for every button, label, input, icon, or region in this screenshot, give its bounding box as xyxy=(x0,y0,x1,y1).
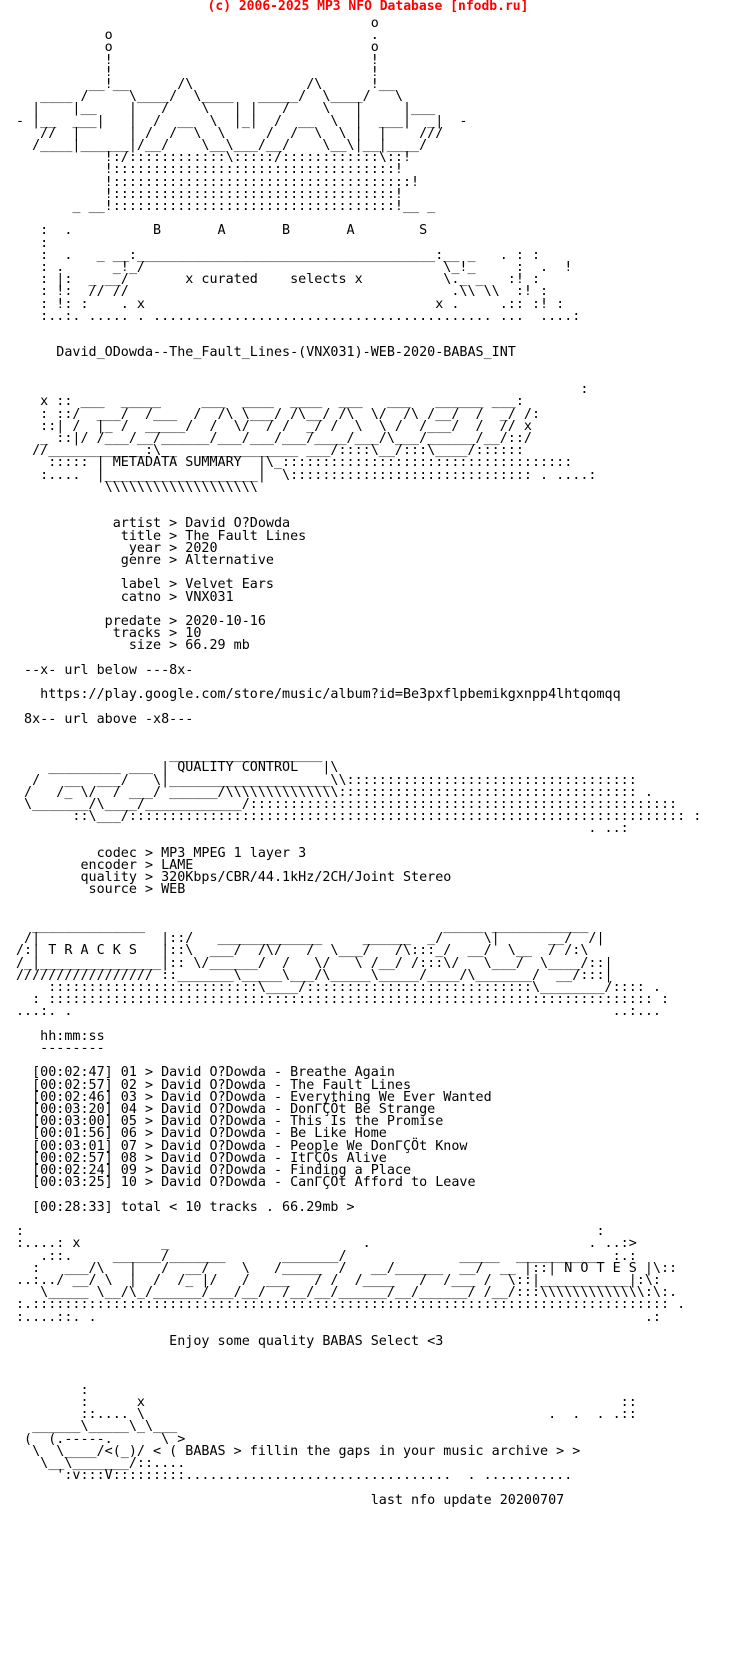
copyright-header: (c) 2006-2025 MP3 NFO Database [nfodb.ru] xyxy=(207,0,529,14)
nfo-text-body: o o . o o ! ! ! ! __!__ /\ /\ !__ ____ / \____/ \____ _____/ \____/ \ | |__ | / \ | | / \ | |___ - |__ ___| | / __ \ |_| / __ \ | ___| _| - // | | / / \ \ / / \ \ | | /// /____|______|/__/ \__\___/__/ \__\|__|____/ !:/::::::::::::\:::::/::::::::::::\::! !:::::::::::::::::::::::::::::::::::! !:::::::::::::::::::::::::::::::::::::! !:::::::::::::::::::::::::::::::::::! _ __!:::::::::::::::::::::::::::::::::::!__ _ : . B A B A S : : . _ __:_____________________________________:__ _ . : : : . _!_/ \_!_ : . ! : |: _ __/ x curated selects x \._ _ :! : : !: // // .\\ \\ :! : : !: : . x x . .:: :! : :..:. ..... . .......................................... ... ....: David_ODowda--The_Fault_Lines-(VNX031)-WEB-2020-BABAS_INT : x :: ___ _____ ___ ____ ____ ___ ___ ______ ___: : ::/ ___/ /___ / /\ \___/ /\__/ /\ \/ /\ /__/ / _/ /: ::| / |_ / _____/ / \/ / / _/ / \ \ / /___/ / // x _ ::|/ /___/__/______/___/___/___/____/___/\___/______/__/::/ //____________:\__ ____________ ___/::::\__/:::\____/:::::: ::::: | METADATA SUMMARY |\_:::::::::::::::::::::::::::::::::::: :.... |___________________| \:::::::::::::::::::::::::::::: . ....: \\\\\\\\\\\\\\\\\\\ artist > David O?Dowda title > The Fault Lines year > 2020 genre > Alternative label > Velvet Ears catno > VNX031 predate > 2020-10-16 tracks > 10 size > 66.29 mb --x- url below ---8x- https://play.google.com/store/music/album?id=Be3pxflpbemikgxnpp4lhtqomqq 8x-- url above -x8--- ___________________ _________ ___ | QUALITY CONTROL |\ / __ ___/ \|____________________\\:::::::::::::::::::::::::::::::::::: / /_ \/ / ___/ ______/\\\\\\\\\\\\\\::::::::::::::::::::::::::::::::::::: . \_______/\____/____________/::::::::::::::::::::::::::::::::::::::::::::::::::::: ::\___/::::::::::::::::::::::::::::::::::::::::::::::::::::::::::::::::::::: : . ..: codec > MP3 MPEG 1 layer 3 encoder > LAME quality > 320Kbps/CBR/44.1kHz/2CH/Joint Stereo source > WEB ______________ _____ ____________ /| |::/ _____________ ______ _/ \| __/ /| /:| T R A C K S |::\ ___/ /\/ / \___/ /\:::_/ __/ \__ / /:\ /_|_______________|:: \/______/ / \/ \ /__/ /:::\/ \___/ \____/::| ///////////////// ::_______\_____\___/\_____\_____/____/\_______/ __/:::| ::::::::::::::::::::::::::\____/::::::::::::::::::::::::::::\________/:::: . : ::::::::::::::::::::::::::::::::::::::::::::::::::::::::::::::::::::::::::: : ...:. . ..:... hh:mm:ss -------- [00:02:47] 01 > David O?Dowda - Breathe Again [00:02:57] 02 > David O?Dowda - The Fault Lines [00:02:46] 03 > David O?Dowda - Everything We Ever Wanted [00:03:20] 04 > David O?Dowda - DonΓÇÖt Be Strange [00:03:00] 05 > David O?Dowda - This Is the Promise [00:01:56] 06 > David O?Dowda - Be Like Home [00:03:01] 07 > David O?Dowda - People We DonΓÇÖt Know [00:02:57] 08 > David O?Dowda - ItΓÇÖs Alive [00:02:24] 09 > David O?Dowda - Finding a Place [00:03:25] 10 > David O?Dowda - CanΓÇÖt Afford to Leave [00:28:33] total < 10 tracks . 66.29mb > : : :....: x _ . . ..:> .::. ______/_______ _______/ _____ ___________ :.: : ___/\ | / __/ \ /_____ / __/______ __/ __ |::| N O T E S |\:: ..:../ __/ \ | / /_ |/ / ___ / / /____ / /___ / \::|___________|:\: \_____ \__/\_/______/___/__/ /__/__/______/__/______/ /__/:::\\\\\\\\\\\\\:\:. :.::::::::::::::::::::::::::::::::::::::::::::::::::::::::::::::::::::::::::::::: . :....::. . .: Enjoy some quality BABAS Select <3 : : x :: ::.... \ . . . .:: ______\_____\_\___ ( (.-----. \ > \ \____/<(_)/ < ( BABAS > fillin the gaps in your music archive > > \__\_______/::.... ':v:::V:::::::::................................. . ........... last nfo update 20200707 xyxy=(16,16,702,1508)
